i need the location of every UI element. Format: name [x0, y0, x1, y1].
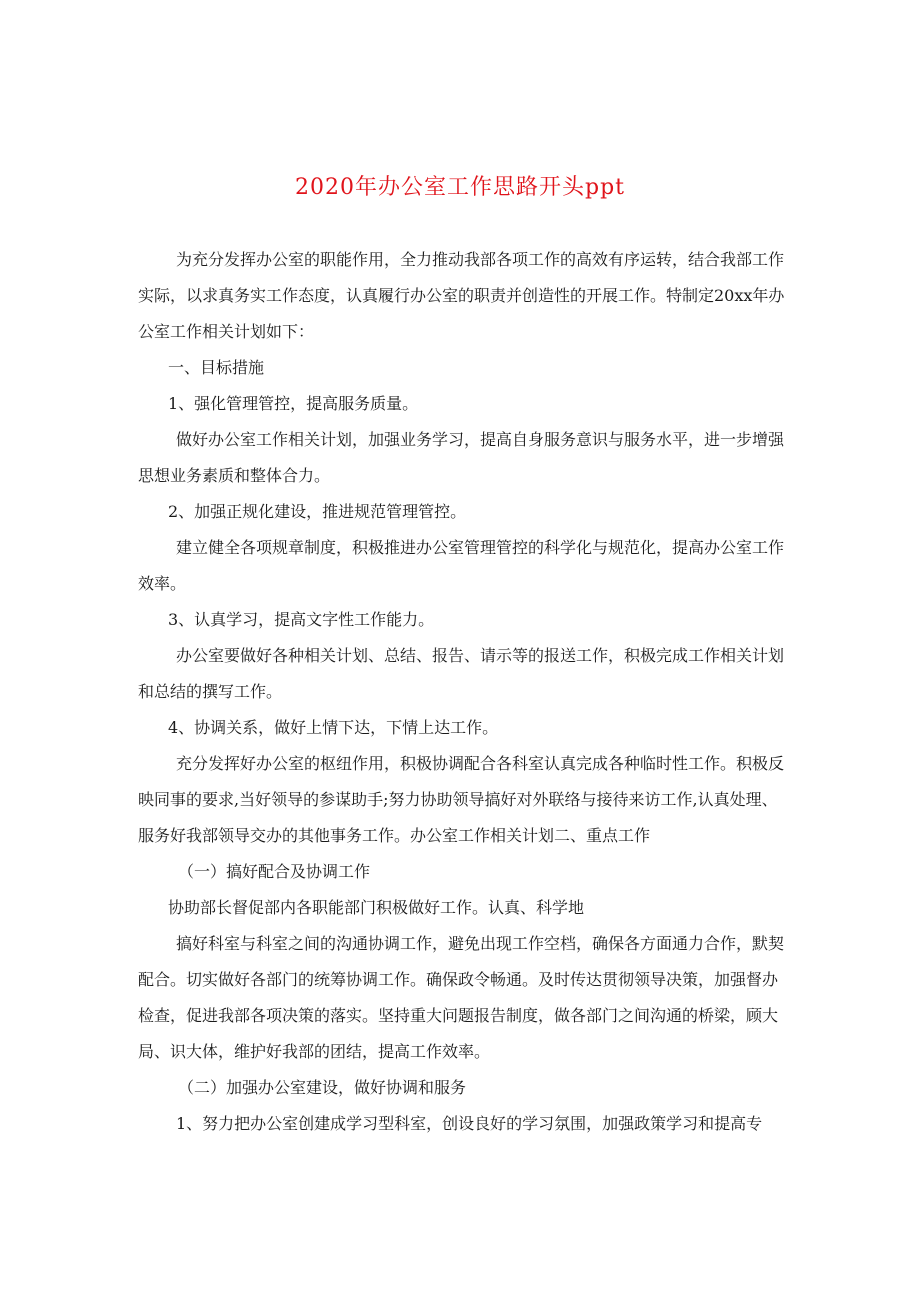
- item-heading-3: 3、认真学习，提高文字性工作能力。: [168, 610, 435, 629]
- document-title: 2020年办公室工作思路开头ppt: [295, 175, 625, 200]
- document-body: [138, 242, 793, 1142]
- section-heading-goals: 一、目标措施: [168, 358, 265, 377]
- paragraph-item-2: 建立健全各项规章制度，积极推进办公室管理管控的科学化与规范化，提高办公室工作效率。: [138, 538, 785, 593]
- item-heading-1: 1、强化管理管控，提高服务质量。: [168, 394, 419, 413]
- paragraph-item-1: 做好办公室工作相关计划，加强业务学习，提高自身服务意识与服务水平，进一步增强思想业务素质和整体合力。: [138, 430, 785, 485]
- item-heading-4: 4、协调关系，做好上情下达，下情上达工作。: [168, 718, 499, 737]
- subsection-heading-1: （一）搞好配合及协调工作: [178, 862, 371, 881]
- paragraph-learning: 1、努力把办公室创建成学习型科室，创设良好的学习氛围，加强政策学习和提高专: [176, 1114, 763, 1133]
- paragraph-item-4: 充分发挥好办公室的枢纽作用，积极协调配合各科室认真完成各种临时性工作。积极反映同事的要求,当好领导的参谋助手;努力协助领导搞好对外联络与接待来访工作,认真处理、服务好我部领导交办的其他事务工作。办公室工作相关计划二、重点工作: [138, 754, 785, 845]
- paragraph-coordination-lead: 协助部长督促部内各职能部门积极做好工作。认真、科学地: [168, 898, 585, 917]
- paragraph-item-3: 办公室要做好各种相关计划、总结、报告、请示等的报送工作，积极完成工作相关计划和总结的撰写工作。: [138, 646, 785, 701]
- subsection-heading-2: （二）加强办公室建设，做好协调和服务: [178, 1078, 467, 1097]
- item-heading-2: 2、加强正规化建设，推进规范管理管控。: [168, 502, 467, 521]
- paragraph-coordination: 搞好科室与科室之间的沟通协调工作，避免出现工作空档，确保各方面通力合作，默契配合。切实做好各部门的统筹协调工作。确保政令畅通。及时传达贯彻领导决策，加强督办检查，促进我部各项决策的落实。坚持重大问题报告制度，做各部门之间沟通的桥梁，顾大局、识大体，维护好我部的团结，提高工作效率。: [138, 934, 785, 1061]
- paragraph-intro: 为充分发挥办公室的职能作用，全力推动我部各项工作的高效有序运转，结合我部工作实际，以求真务实工作态度，认真履行办公室的职责并创造性的开展工作。特制定20xx年办公室工作相关计划如下：: [138, 250, 785, 341]
